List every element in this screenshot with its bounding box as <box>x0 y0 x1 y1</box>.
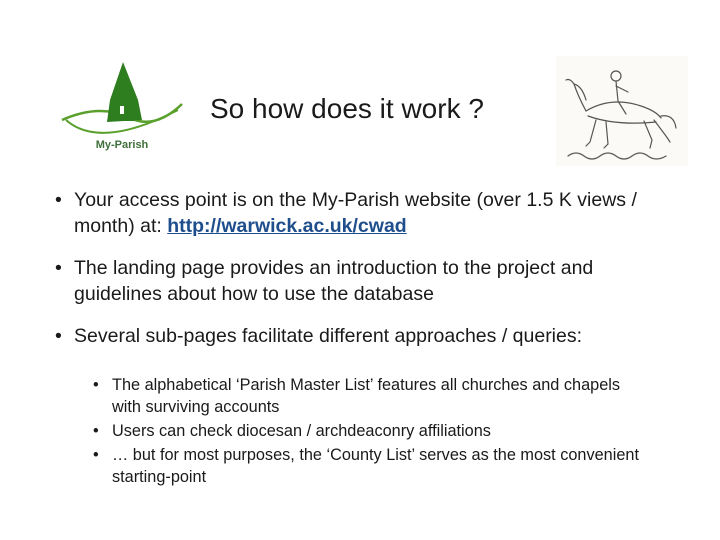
subbullet-text: The alphabetical ‘Parish Master List’ features all churches and chapels with surviving accounts <box>112 376 621 416</box>
horse-and-rider-sketch <box>556 56 688 166</box>
bullet-text: Your access point is on the My-Parish website (over 1.5 K views / month) at: <box>74 189 637 237</box>
bullet-marker: • <box>93 446 99 464</box>
bullet-text: The landing page provides an introduction to the project and guidelines about how to use the database <box>74 257 594 305</box>
slide-title: So how does it work ? <box>210 93 484 124</box>
main-bullet-list <box>55 187 685 365</box>
bullet-marker: • <box>55 189 62 211</box>
sub-bullet-list <box>93 374 653 490</box>
subbullet-text: Users can check diocesan / archdeaconry affiliations <box>112 422 491 440</box>
subbullet-parish-master-list <box>93 374 653 418</box>
church-spire-icon <box>60 58 185 166</box>
subbullet-affiliations <box>93 420 653 442</box>
bullet-marker: • <box>93 376 99 394</box>
bullet-text: Several sub-pages facilitate different approaches / queries: <box>74 325 583 347</box>
bullet-marker: • <box>55 257 62 279</box>
my-parish-logo <box>60 58 185 166</box>
bullet-landing-page <box>55 255 685 307</box>
bullet-marker: • <box>55 325 62 347</box>
bullet-access-point <box>55 187 685 239</box>
bullet-marker: • <box>93 422 99 440</box>
subbullet-text: … but for most purposes, the ‘County List’ serves as the most convenient starting-point <box>112 446 639 486</box>
horse-sketch-icon <box>556 56 688 166</box>
subbullet-county-list <box>93 444 653 488</box>
logo-text: My-Parish <box>95 139 149 151</box>
bullet-sub-pages <box>55 323 685 349</box>
cwad-link[interactable]: http://warwick.ac.uk/cwad <box>167 215 407 237</box>
